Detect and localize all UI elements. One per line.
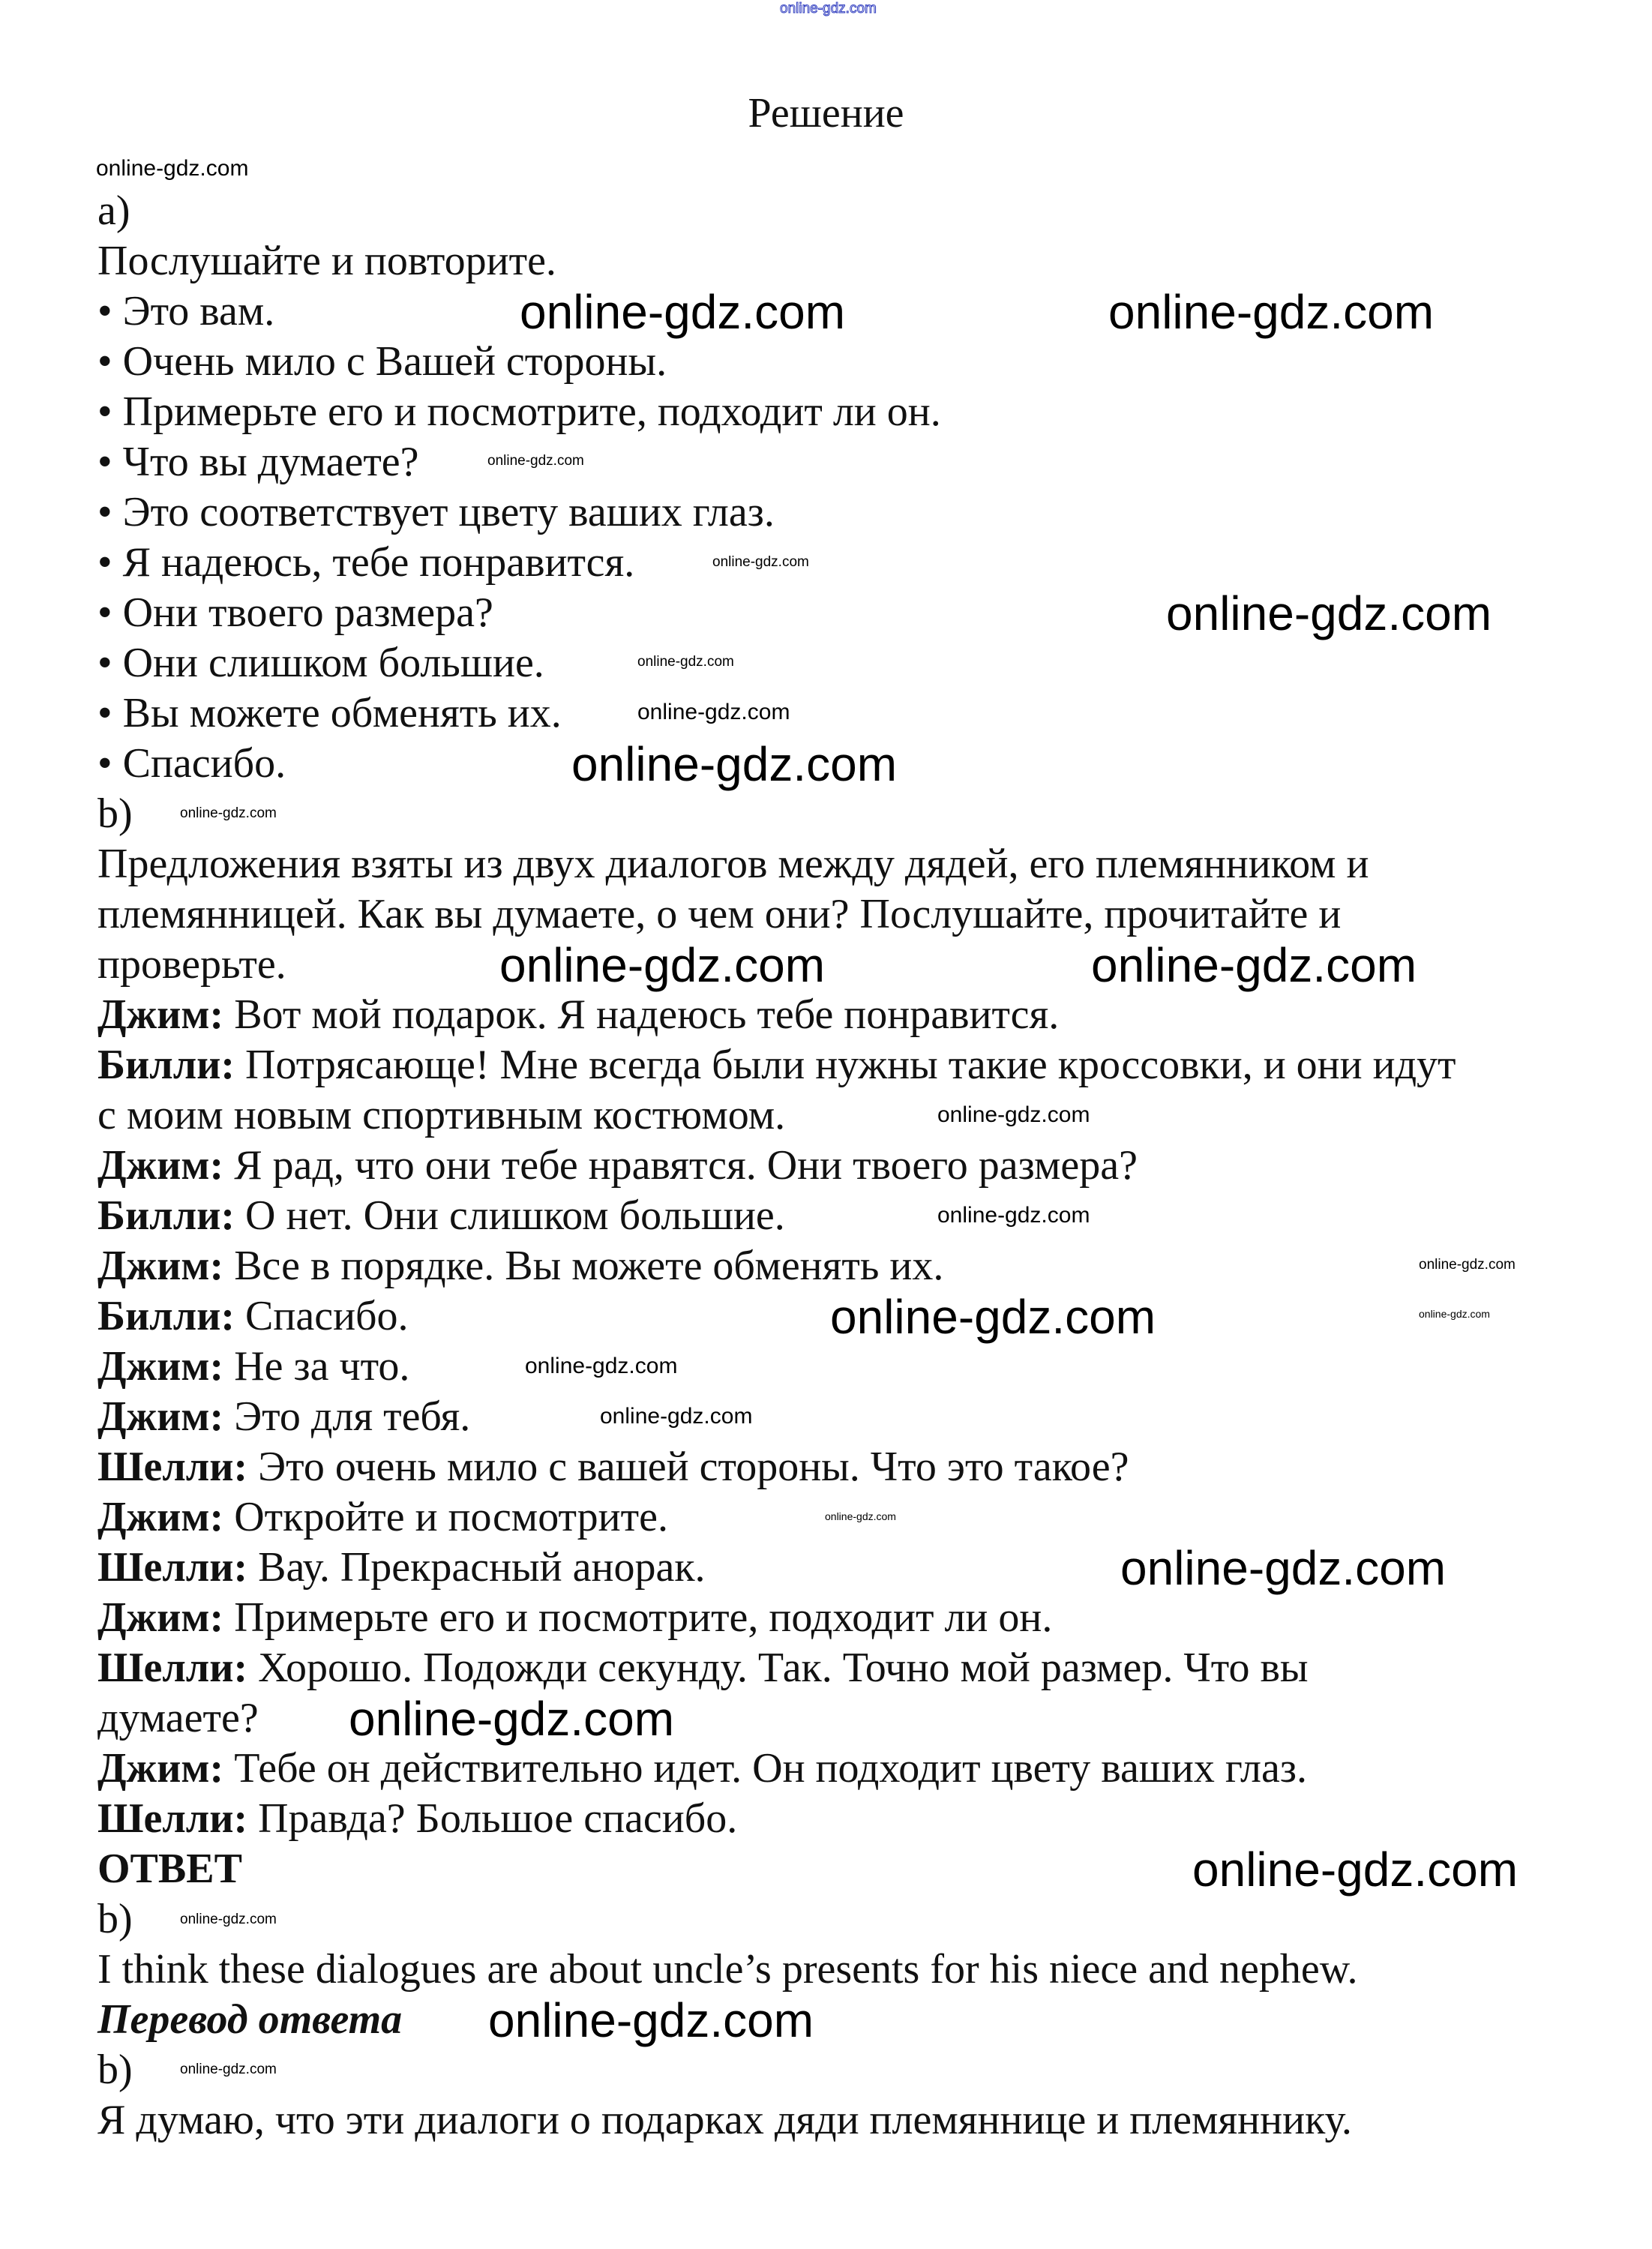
watermark: online-gdz.com bbox=[937, 1102, 1090, 1127]
dialogue-line bbox=[97, 1191, 1456, 1241]
watermark: online-gdz.com bbox=[1108, 285, 1434, 339]
dialogue-line bbox=[97, 1040, 1456, 1090]
watermark: online-gdz.com bbox=[637, 700, 790, 724]
watermark: online-gdz.com bbox=[1419, 1257, 1516, 1273]
dialogue-line bbox=[97, 990, 1456, 1040]
speaker: Шелли: bbox=[97, 1544, 248, 1591]
watermark: online-gdz.com bbox=[1091, 938, 1417, 992]
answer-label: b) bbox=[97, 1896, 133, 1942]
speech: Правда? Большое спасибо. bbox=[247, 1795, 738, 1842]
speaker: Шелли: bbox=[97, 1444, 248, 1490]
dialogue-line bbox=[97, 1492, 1456, 1543]
bullet-item: • Что вы думаете? bbox=[97, 439, 419, 485]
watermark: online-gdz.com bbox=[1166, 586, 1492, 640]
bullet-item: • Это соответствует цвету ваших глаз. bbox=[97, 489, 775, 535]
dialogue-line bbox=[97, 1643, 1456, 1693]
dialogue-line bbox=[97, 1593, 1456, 1643]
watermark: online-gdz.com bbox=[1192, 1843, 1518, 1897]
watermark: online-gdz.com bbox=[1120, 1541, 1446, 1595]
watermark: online-gdz.com bbox=[712, 554, 809, 570]
speaker: Билли: bbox=[97, 1042, 235, 1088]
speaker: Билли: bbox=[97, 1293, 235, 1339]
translation-text: Я думаю, что эти диалоги о подарках дяди племяннице и племяннику. bbox=[97, 2097, 1352, 2143]
bullet-item: • Это вам. bbox=[97, 288, 275, 334]
watermark: online-gdz.com bbox=[487, 453, 584, 469]
bullet-item: • Примерьте его и посмотрите, подходит ли он. bbox=[97, 388, 941, 435]
dialogue-line bbox=[97, 1141, 1456, 1191]
part-b-instruction: племянницей. Как вы думаете, о чем они? Послушайте, прочитайте и bbox=[97, 891, 1342, 937]
dialogue-line bbox=[97, 1442, 1456, 1492]
speech: Тебе он действительно идет. Он подходит цвету ваших глаз. bbox=[223, 1745, 1307, 1792]
speaker: Джим: bbox=[97, 1494, 224, 1540]
speaker: Шелли: bbox=[97, 1645, 248, 1691]
bullet-item: • Спасибо. bbox=[97, 740, 286, 787]
watermark: online-gdz.com bbox=[488, 1993, 814, 2047]
dialogue-line-cont: с моим новым спортивным костюмом. bbox=[97, 1092, 786, 1138]
answer-heading-text: ОТВЕТ bbox=[97, 1846, 242, 1892]
watermark-top: online-gdz.com bbox=[780, 1, 877, 16]
watermark: online-gdz.com bbox=[499, 938, 825, 992]
translation-label: b) bbox=[97, 2047, 133, 2093]
watermark: online-gdz.com bbox=[96, 156, 249, 181]
translation-heading: Перевод ответа bbox=[97, 1996, 403, 2043]
speech: Это очень мило с вашей стороны. Что это такое? bbox=[247, 1444, 1129, 1490]
part-a-instruction: Послушайте и повторите. bbox=[97, 238, 556, 284]
watermark: online-gdz.com bbox=[600, 1404, 753, 1429]
page-title: Решение bbox=[748, 90, 904, 136]
speaker: Джим: bbox=[97, 1594, 224, 1641]
watermark: online-gdz.com bbox=[937, 1203, 1090, 1228]
speech: Откройте и посмотрите. bbox=[223, 1494, 668, 1540]
speech: Примерьте его и посмотрите, подходит ли он. bbox=[223, 1594, 1053, 1641]
bullet-item: • Они твоего размера? bbox=[97, 589, 493, 636]
speech: О нет. Они слишком большие. bbox=[235, 1192, 785, 1239]
watermark: online-gdz.com bbox=[571, 737, 897, 791]
watermark: online-gdz.com bbox=[180, 2062, 277, 2077]
watermark: online-gdz.com bbox=[825, 1510, 896, 1522]
speech: Все в порядке. Вы можете обменять их. bbox=[223, 1243, 944, 1289]
answer-text: I think these dialogues are about uncle’s presents for his niece and nephew. bbox=[97, 1946, 1358, 1993]
speaker: Шелли: bbox=[97, 1795, 248, 1842]
speech: Вот мой подарок. Я надеюсь тебе понравится. bbox=[223, 991, 1060, 1038]
speaker: Билли: bbox=[97, 1192, 235, 1239]
part-a-label: а) bbox=[97, 187, 130, 234]
dialogue-line bbox=[97, 1392, 1456, 1442]
watermark: online-gdz.com bbox=[180, 805, 277, 821]
speaker: Джим: bbox=[97, 1745, 224, 1792]
speaker: Джим: bbox=[97, 1142, 224, 1189]
part-b-label: b) bbox=[97, 790, 133, 837]
speaker: Джим: bbox=[97, 1393, 224, 1440]
speech: Вау. Прекрасный анорак. bbox=[247, 1544, 706, 1591]
watermark: online-gdz.com bbox=[520, 285, 845, 339]
speech: Потрясающе! Мне всегда были нужны такие кроссовки, и они идут bbox=[235, 1042, 1456, 1088]
watermark: online-gdz.com bbox=[349, 1692, 674, 1746]
dialogue-line bbox=[97, 1241, 1456, 1291]
part-b-instruction: Предложения взяты из двух диалогов между дядей, его племянником и bbox=[97, 841, 1369, 887]
watermark: online-gdz.com bbox=[637, 654, 734, 670]
dialogue-line bbox=[97, 1794, 1456, 1844]
speaker: Джим: bbox=[97, 1343, 224, 1390]
bullet-item: • Я надеюсь, тебе понравится. bbox=[97, 539, 635, 586]
dialogue-line bbox=[97, 1291, 1456, 1342]
bullet-item: • Вы можете обменять их. bbox=[97, 690, 562, 736]
watermark: online-gdz.com bbox=[525, 1354, 678, 1378]
speaker: Джим: bbox=[97, 991, 224, 1038]
dialogue-line bbox=[97, 1744, 1456, 1794]
speech: Хорошо. Подожди секунду. Так. Точно мой размер. Что вы bbox=[247, 1645, 1309, 1691]
bullet-item: • Очень мило с Вашей стороны. bbox=[97, 338, 667, 385]
dialogue-line bbox=[97, 1342, 1456, 1392]
speech: Я рад, что они тебе нравятся. Они твоего размера? bbox=[223, 1142, 1138, 1189]
watermark: online-gdz.com bbox=[830, 1290, 1156, 1344]
part-b-instruction: проверьте. bbox=[97, 941, 286, 988]
speech: Не за что. bbox=[223, 1343, 410, 1390]
speech: Спасибо. bbox=[235, 1293, 409, 1339]
watermark: online-gdz.com bbox=[180, 1912, 277, 1927]
speaker: Джим: bbox=[97, 1243, 224, 1289]
dialogue-line-cont: думаете? bbox=[97, 1695, 259, 1741]
speech: Это для тебя. bbox=[223, 1393, 471, 1440]
bullet-item: • Они слишком большие. bbox=[97, 640, 544, 686]
watermark: online-gdz.com bbox=[1419, 1308, 1490, 1320]
